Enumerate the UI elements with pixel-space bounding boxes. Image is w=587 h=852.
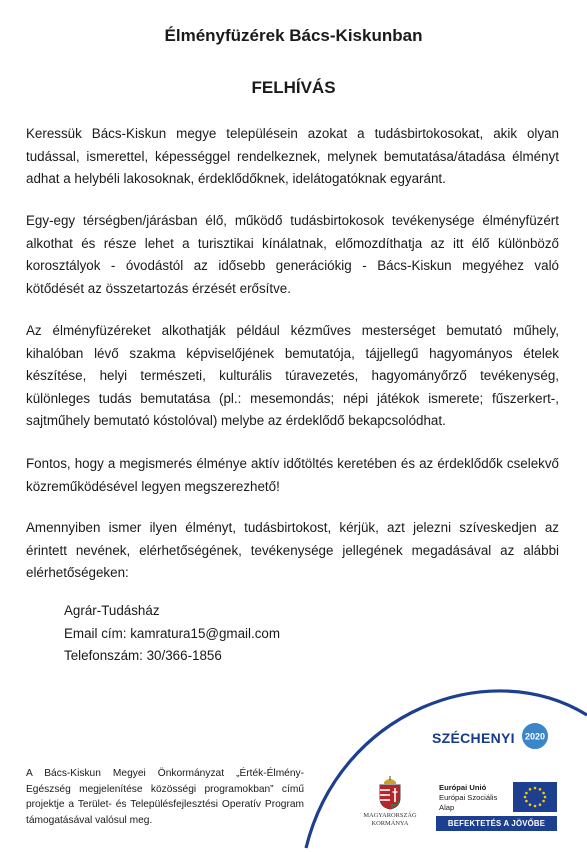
document-subtitle: FELHÍVÁS bbox=[251, 78, 336, 97]
paragraph-importance: Fontos, hogy a megismerés élménye aktív időtöltés keretében és az érdeklődők cselekvő közreműködésével legyen megszerezhető! bbox=[26, 456, 559, 494]
szechenyi-badge-year: 2020 bbox=[524, 731, 546, 742]
contact-block bbox=[64, 600, 280, 668]
government-logo-line2: KORMÁNYA bbox=[371, 820, 409, 827]
government-logo-text bbox=[350, 812, 430, 828]
paragraph-examples: Az élményfüzéreket alkothatják például kézműves mesterséget bemutató műhely, kihalóban lévő szakma képviselőjének bemutatója, tájjellegű hagyományos ételek készítése, helyi természeti, kulturális túravezetés, hagyományőrző tevékenység, különleges tudás bemutatása (pl.: mesemondás; népi játékok ismerete; fűszerkert-, sajtműhely bemutató kóstolóval) melybe az érdeklődő bekapcsolódhat. bbox=[26, 323, 559, 428]
befektetes-banner: BEFEKTETÉS A JÖVŐBE bbox=[436, 816, 557, 831]
szechenyi-2020-badge-icon bbox=[520, 721, 550, 751]
document-title: Élményfüzérek Bács-Kiskunban bbox=[164, 26, 423, 45]
contact-email: Email cím: kamratura15@gmail.com bbox=[64, 625, 280, 641]
government-logo-line1: MAGYARORSZÁG bbox=[363, 812, 417, 819]
eu-line-union: Európai Unió bbox=[439, 783, 487, 792]
contact-phone: Telefonszám: 30/366-1856 bbox=[64, 648, 222, 663]
contact-organization: Agrár-Tudásház bbox=[64, 603, 160, 618]
paragraph-intro: Keressük Bács-Kiskun megye településein azokat a tudásbirtokosokat, akik olyan tudással, ismerettel, képességgel rendelkeznek, melynek bemutatása/átadása élményt adhat a helybéli lakosoknak, érdeklődőknek, idelátogatóknak egyaránt. bbox=[26, 126, 559, 186]
eu-logo-text bbox=[439, 783, 497, 813]
paragraph-regions: Egy-egy térségben/járásban élő, működő tudásbirtokosok tevékenysége élményfüzért alkothat és része lehet a turisztikai kínálatnak, előmozdíthatja az itt élő különböző korosztályok - óvodástól az idősebb generációkig - Bács-Kiskun megyéhez való kötődését az összetartozás érzését erősítve. bbox=[26, 213, 559, 296]
szechenyi-logo-text: SZÉCHENYI bbox=[432, 730, 515, 746]
hungarian-crest-icon bbox=[376, 776, 404, 810]
eu-flag-icon bbox=[513, 782, 557, 812]
footer-funding-text: A Bács-Kiskun Megyei Önkormányzat „Érték-Élmény-Egészség megjelenítése közösségi programokban” című projektje a Terület- és Településfejlesztési Operatív Program támogatásával valósul meg. bbox=[26, 768, 304, 826]
eu-line-fund: Európai Szociális bbox=[439, 793, 498, 802]
eu-line-alap: Alap bbox=[439, 803, 455, 812]
paragraph-request: Amennyiben ismer ilyen élményt, tudásbirtokost, kérjük, azt jelezni szíveskedjen az érintett nevének, elérhetőségének, tevékenysége jellegének megadásával az alábbi elérhetőségeken: bbox=[26, 520, 559, 580]
